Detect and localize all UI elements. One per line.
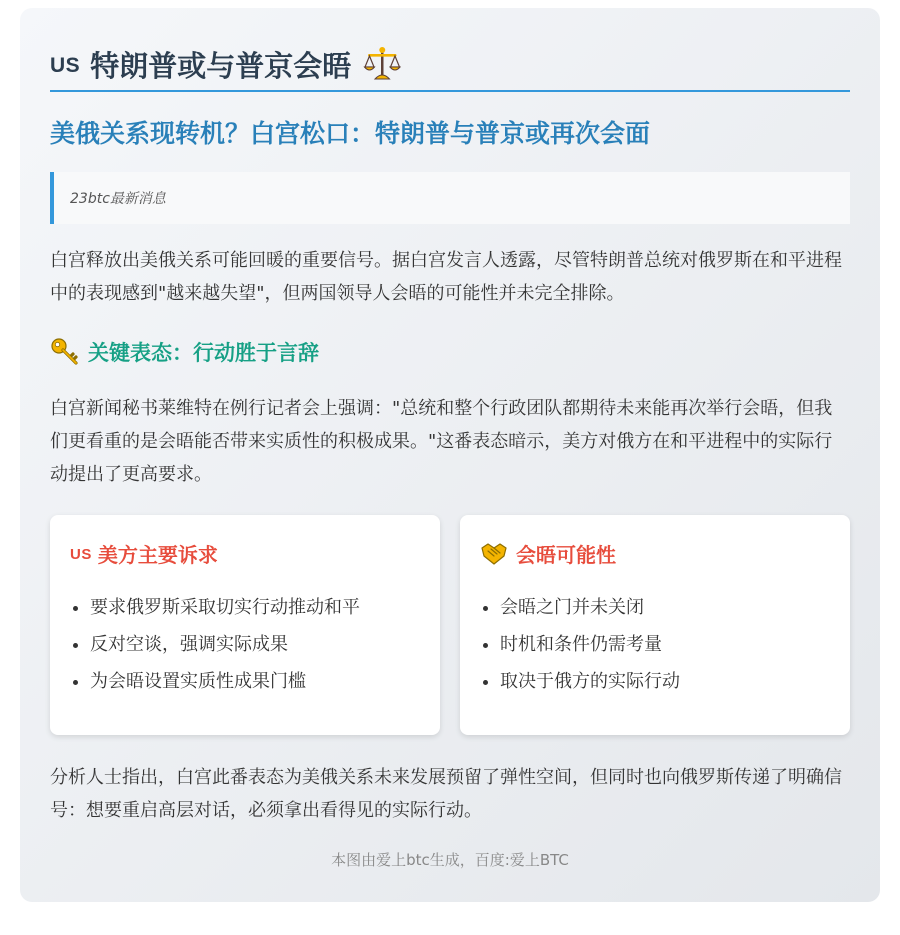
handshake-icon [480, 540, 508, 566]
us-flag-icon: US [70, 545, 92, 563]
list-item: • 会晤之门并未关闭 [500, 589, 830, 626]
footer-credit: 本图由爱上btc生成，百度:爱上BTC [331, 851, 569, 869]
list-item: • 取决于俄方的实际行动 [500, 663, 830, 700]
meeting-possibility-list [480, 589, 830, 700]
title-row [50, 38, 850, 92]
analysis-paragraph: 分析人士指出，白宫此番表态为美俄关系未来发展预留了弹性空间，但同时也向俄罗斯传递了明确信号：想要重启高层对话，必须拿出看得见的实际行动。 [50, 767, 842, 821]
meeting-possibility-title: 会晤可能性 [516, 542, 616, 567]
us-demands-title: 美方主要诉求 [97, 542, 218, 567]
list-item: • 时机和条件仍需考量 [500, 626, 830, 663]
source-label: 23btc最新消息 [70, 191, 166, 207]
us-flag-icon: US [50, 54, 81, 77]
us-demands-box [50, 515, 440, 735]
meeting-possibility-box [460, 515, 850, 735]
list-item: • 要求俄罗斯采取切实行动推动和平 [90, 589, 420, 626]
article-card [20, 8, 880, 902]
info-boxes [50, 515, 850, 735]
page-title: 特朗普或与普京会晤 [90, 48, 352, 83]
section-heading [50, 334, 850, 370]
key-icon [50, 337, 80, 367]
list-item: • 为会晤设置实质性成果门槛 [90, 663, 420, 700]
us-demands-heading [70, 539, 420, 567]
source-quote [50, 172, 850, 224]
balance-scale-icon [363, 45, 401, 83]
meeting-possibility-heading [480, 539, 830, 567]
statement-paragraph: 白宫新闻秘书莱维特在例行记者会上强调："总统和整个行政团队都期待未来能再次举行会晤，但我们更看重的是会晤能否带来实质性的积极成果。"这番表态暗示，美方对俄方在和平进程中的实际行动提出了更高要求。 [50, 398, 833, 485]
article-subtitle: 美俄关系现转机？白宫松口：特朗普与普京或再次会面 [50, 119, 651, 148]
intro-paragraph: 白宫释放出美俄关系可能回暖的重要信号。据白宫发言人透露，尽管特朗普总统对俄罗斯在和平进程中的表现感到"越来越失望"，但两国领导人会晤的可能性并未完全排除。 [50, 250, 842, 304]
us-demands-list [70, 589, 420, 700]
list-item: • 反对空谈，强调实际成果 [90, 626, 420, 663]
section-title: 关键表态：行动胜于言辞 [88, 341, 319, 365]
